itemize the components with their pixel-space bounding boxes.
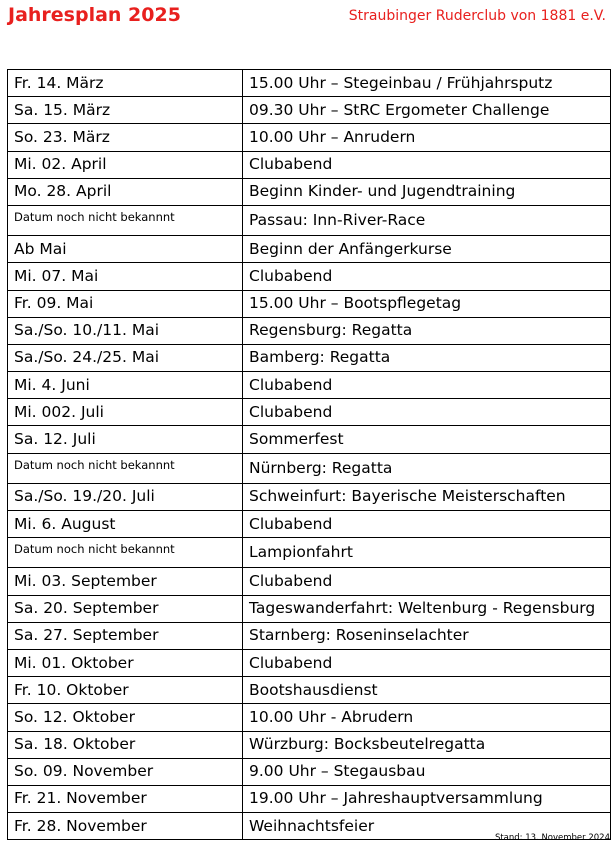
date-cell: Sa. 15. März	[8, 97, 243, 124]
table-row	[8, 731, 611, 758]
date-cell: So. 09. November	[8, 758, 243, 785]
table-row	[8, 151, 611, 178]
event-cell: Tageswanderfahrt: Weltenburg - Regensburg	[243, 595, 611, 622]
date-cell: Fr. 09. Mai	[8, 290, 243, 317]
table-row	[8, 622, 611, 649]
table-row	[8, 70, 611, 97]
event-cell: 9.00 Uhr – Stegausbau	[243, 758, 611, 785]
table-row	[8, 785, 611, 812]
event-cell: Clubabend	[243, 263, 611, 290]
event-cell: Bamberg: Regatta	[243, 344, 611, 371]
date-cell: Mo. 28. April	[8, 178, 243, 205]
event-cell: Clubabend	[243, 649, 611, 676]
table-row	[8, 263, 611, 290]
table-row	[8, 399, 611, 426]
table-row	[8, 595, 611, 622]
table-row	[8, 205, 611, 235]
table-row	[8, 453, 611, 483]
date-cell: Mi. 4. Juni	[8, 372, 243, 399]
table-row	[8, 290, 611, 317]
event-cell: Clubabend	[243, 399, 611, 426]
date-cell: Mi. 07. Mai	[8, 263, 243, 290]
date-cell: Datum noch nicht bekannnt	[8, 205, 243, 235]
date-cell: Mi. 02. April	[8, 151, 243, 178]
table-row	[8, 426, 611, 453]
table-row	[8, 758, 611, 785]
event-cell: Lampionfahrt	[243, 538, 611, 568]
event-cell: Starnberg: Roseninselachter	[243, 622, 611, 649]
event-cell: 15.00 Uhr – Stegeinbau / Frühjahrsputz	[243, 70, 611, 97]
event-cell: Nürnberg: Regatta	[243, 453, 611, 483]
event-cell: 10.00 Uhr - Abrudern	[243, 704, 611, 731]
date-cell: Sa./So. 24./25. Mai	[8, 344, 243, 371]
date-cell: Ab Mai	[8, 236, 243, 263]
date-cell: So. 23. März	[8, 124, 243, 151]
table-row	[8, 677, 611, 704]
event-cell: 19.00 Uhr – Jahreshauptversammlung	[243, 785, 611, 812]
event-cell: Passau: Inn-River-Race	[243, 205, 611, 235]
date-cell: Sa. 18. Oktober	[8, 731, 243, 758]
date-cell: Fr. 10. Oktober	[8, 677, 243, 704]
table-row	[8, 511, 611, 538]
table-row	[8, 236, 611, 263]
table-row	[8, 178, 611, 205]
date-cell: Datum noch nicht bekannnt	[8, 538, 243, 568]
table-row	[8, 538, 611, 568]
event-cell: Bootshausdienst	[243, 677, 611, 704]
date-cell: Sa. 12. Juli	[8, 426, 243, 453]
event-cell: Clubabend	[243, 568, 611, 595]
table-row	[8, 704, 611, 731]
date-cell: So. 12. Oktober	[8, 704, 243, 731]
date-cell: Mi. 01. Oktober	[8, 649, 243, 676]
event-cell: 09.30 Uhr – StRC Ergometer Challenge	[243, 97, 611, 124]
event-cell: Sommerfest	[243, 426, 611, 453]
event-cell: 10.00 Uhr – Anrudern	[243, 124, 611, 151]
event-cell: 15.00 Uhr – Bootspflegetag	[243, 290, 611, 317]
date-cell: Fr. 14. März	[8, 70, 243, 97]
club-name: Straubinger Ruderclub von 1881 e.V.	[348, 8, 606, 24]
table-row	[8, 317, 611, 344]
event-cell: Clubabend	[243, 511, 611, 538]
date-cell: Mi. 6. August	[8, 511, 243, 538]
event-cell: Schweinfurt: Bayerische Meisterschaften	[243, 483, 611, 510]
schedule-table	[7, 69, 611, 840]
table-row	[8, 124, 611, 151]
event-cell: Weihnachtsfeier	[243, 813, 611, 840]
table-row	[8, 372, 611, 399]
event-cell: Würzburg: Bocksbeutelregatta	[243, 731, 611, 758]
schedule-table-body	[8, 70, 611, 840]
event-cell: Clubabend	[243, 151, 611, 178]
event-cell: Beginn der Anfängerkurse	[243, 236, 611, 263]
event-cell: Regensburg: Regatta	[243, 317, 611, 344]
table-row	[8, 344, 611, 371]
event-cell: Beginn Kinder- und Jugendtraining	[243, 178, 611, 205]
date-cell: Fr. 21. November	[8, 785, 243, 812]
date-cell: Sa. 20. September	[8, 595, 243, 622]
stand-date: Stand: 13. November 2024	[494, 833, 610, 843]
date-cell: Sa./So. 19./20. Juli	[8, 483, 243, 510]
date-cell: Sa. 27. September	[8, 622, 243, 649]
page-title: Jahresplan 2025	[8, 4, 181, 26]
date-cell: Datum noch nicht bekannnt	[8, 453, 243, 483]
date-cell: Mi. 002. Juli	[8, 399, 243, 426]
table-row	[8, 483, 611, 510]
date-cell: Fr. 28. November	[8, 813, 243, 840]
date-cell: Mi. 03. September	[8, 568, 243, 595]
table-row	[8, 97, 611, 124]
date-cell: Sa./So. 10./11. Mai	[8, 317, 243, 344]
table-row	[8, 649, 611, 676]
event-cell: Clubabend	[243, 372, 611, 399]
table-row	[8, 568, 611, 595]
